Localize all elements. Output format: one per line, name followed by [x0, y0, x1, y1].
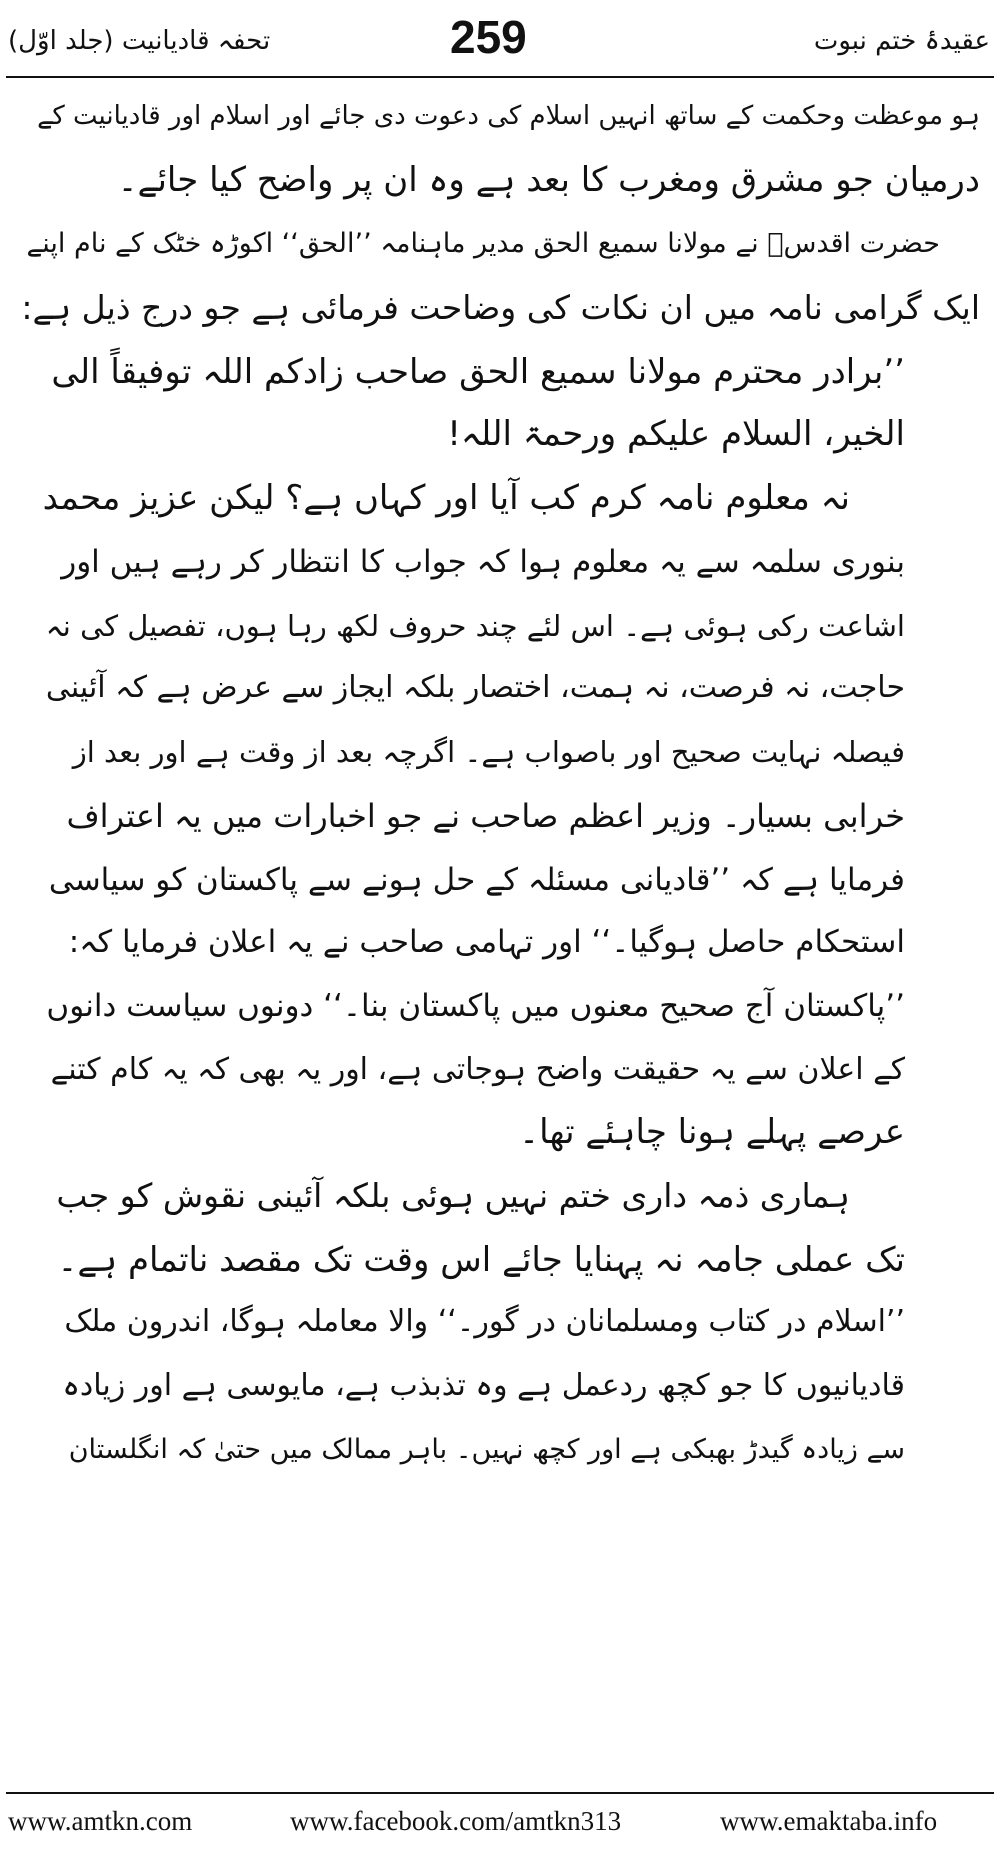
text-line: ’’اسلام در کتاب ومسلمانان در گور۔‘‘ والا معاملہ ہوگا، اندرون ملک	[64, 1304, 905, 1339]
text-line: حضرت اقدسؒ نے مولانا سمیع الحق مدیر ماہنامہ ’’الحق‘‘ اکوڑہ خٹک کے نام اپنے	[26, 228, 940, 259]
text-line: اشاعت رکی ہوئی ہے۔ اس لئے چند حروف لکھ رہا ہوں، تفصیل کی نہ	[45, 609, 905, 643]
text-line: فیصلہ نہایت صحیح اور باصواب ہے۔ اگرچہ بعد از وقت ہے اور بعد از	[72, 735, 905, 769]
footer-divider	[6, 1792, 994, 1794]
text-line: سے زیادہ گیدڑ بھبکی ہے اور کچھ نہیں۔ باہر ممالک میں حتیٰ کہ انگلستان	[68, 1434, 905, 1465]
text-line: ہو موعظت وحکمت کے ساتھ انہیں اسلام کی دعوت دی جائے اور اسلام اور قادیانیت کے	[37, 101, 980, 131]
text-line: تک عملی جامہ نہ پہنایا جائے اس وقت تک مقصد ناتمام ہے۔	[57, 1240, 905, 1280]
footer-link-facebook[interactable]: www.facebook.com/amtkn313	[290, 1806, 622, 1836]
text-line: عرصے پہلے ہونا چاہئے تھا۔	[519, 1112, 905, 1152]
text-line: بنوری سلمہ سے یہ معلوم ہوا کہ جواب کا انتظار کر رہے ہیں اور	[61, 544, 905, 580]
page-header	[0, 0, 1000, 78]
text-line: فرمایا ہے کہ ’’قادیانی مسئلہ کے حل ہونے سے پاکستان کو سیاسی	[48, 862, 905, 898]
text-line: ’’برادر محترم مولانا سمیع الحق صاحب زادکم اللہ توفیقاً الی	[51, 352, 905, 392]
section-title: عقیدۂ ختم نبوت	[813, 26, 990, 56]
text-line: ’’پاکستان آج صحیح معنوں میں پاکستان بنا۔‘‘ دونوں سیاست دانوں	[46, 988, 905, 1024]
page-number: 259	[450, 11, 527, 63]
text-line: نہ معلوم نامہ کرم کب آیا اور کہاں ہے؟ لیکن عزیز محمد	[42, 478, 850, 518]
text-line: حاجت، نہ فرصت، نہ ہمت، اختصار بلکہ ایجاز سے عرض ہے کہ آئینی	[45, 670, 905, 705]
text-line: قادیانیوں کا جو کچھ ردعمل ہے وہ تذبذب ہے، مایوسی ہے اور زیادہ	[62, 1368, 905, 1403]
text-line: ہماری ذمہ داری ختم نہیں ہوئی بلکہ آئینی نقوش کو جب	[56, 1176, 850, 1215]
footer-link-amtkn[interactable]: www.amtkn.com	[8, 1806, 193, 1836]
text-line: استحکام حاصل ہوگیا۔‘‘ اور تہامی صاحب نے یہ اعلان فرمایا کہ:	[68, 924, 905, 960]
footer-link-emaktaba[interactable]: www.emaktaba.info	[720, 1806, 938, 1836]
header-divider	[6, 76, 994, 78]
text-line: ایک گرامی نامہ میں ان نکات کی وضاحت فرمائی ہے جو درج ذیل ہے:	[21, 288, 980, 327]
text-line: کے اعلان سے یہ حقیقت واضح ہوجاتی ہے، اور یہ بھی کہ یہ کام کتنے	[50, 1052, 905, 1087]
text-line: الخیر، السلام علیکم ورحمۃ اللہ!	[447, 414, 905, 454]
text-line: درمیان جو مشرق ومغرب کا بعد ہے وہ ان پر واضح کیا جائے۔	[117, 160, 980, 200]
text-line: خرابی بسیار۔ وزیر اعظم صاحب نے جو اخبارات میں یہ اعتراف	[66, 797, 905, 835]
book-title: تحفہ قادیانیت (جلد اوّل)	[8, 26, 271, 56]
